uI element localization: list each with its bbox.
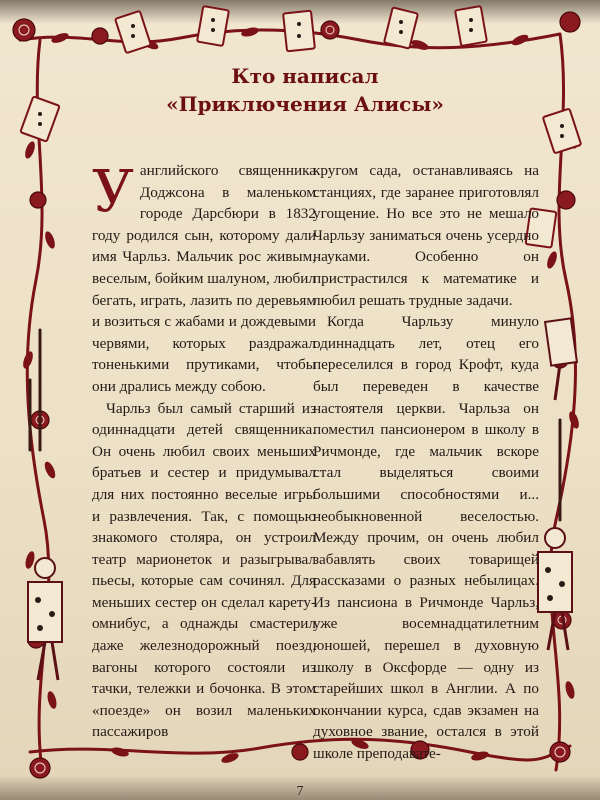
playing-card-icon [455,6,487,46]
text-column-right [313,160,539,765]
paragraph-text: Когда Чарльзу минуло одиннадцать лет, отец его переселился в город Крофт, куда был переведен в качестве настоятеля церкви. Чарльза он поместил пансионером в школу в Ричмонде, где мальчик вскоре стал выделяться своими большими способностями и... необыкновенной веселостью. Между прочим, он очень любил забавлять своих товарищей рассказами о разных небылицах. Из пансиона в Ричмонде Чарльз, уже восемнадцатилетним юношей, перешел в духовную школу в Оксфорде — одну из старейших школ в Англии. А по окончании курса, сдав экзамен на духовное звание, остался в этой школе преподавате- [313,313,539,763]
page-bottom-shadow [0,775,600,800]
chapter-title-line1: Кто написал [231,64,379,88]
playing-card-icon [115,11,151,53]
card-soldier-figure [28,558,62,680]
paragraph-text: английского священника Доджсона в маленьком городе Дарсбюри в 1832 году родился сын, которому дали имя Чарльз. Мальчик рос живым, веселым, бойким шалуном, любил бегать, играть, лазить по деревьям и возиться с жабами и дождевыми червями, которых раздражал тоненькими прутиками, чтобы они дрались между собою. [92,162,316,395]
paragraph [313,311,539,764]
playing-card-icon [20,96,59,141]
playing-card-icon [197,6,229,46]
playing-card-icon [283,11,315,52]
playing-card-icon [543,109,581,154]
paragraph [313,160,539,311]
page-number: 7 [296,784,304,799]
chapter-title-line2: «Приключения Алисы» [166,92,444,116]
paragraph [92,157,316,398]
drop-cap-letter: У [92,157,134,225]
chapter-title [150,62,460,118]
card-soldier-figure [545,318,577,400]
paragraph-text: Чарльз был самый старший из одиннадцати детей священника. Он очень любил своих меньших братьев и сестер и придумывал для них постоянно веселые игры и развлечения. Так, с помощью знакомого столяра, он устроил театр марионеток и разыгрывал пьесы, которые сам сочинял. Для меньших сестер он сделал карету-омнибус, а однажды смастерил даже железнодорожный поезд, вагоны которого состояли из тачки, тележки и бочонка. В этом «поезде» он возил маленьких пассажиров [92,399,316,741]
paragraph-text: кругом сада, останавливаясь на станциях, где заранее приготовлял угощение. Но все это не мешало Чарльзу заниматься очень усердно науками. Особенно он пристрастился к математике и любил решать трудные задачи. [313,162,539,309]
paragraph [92,398,316,744]
text-column-left [92,157,316,743]
